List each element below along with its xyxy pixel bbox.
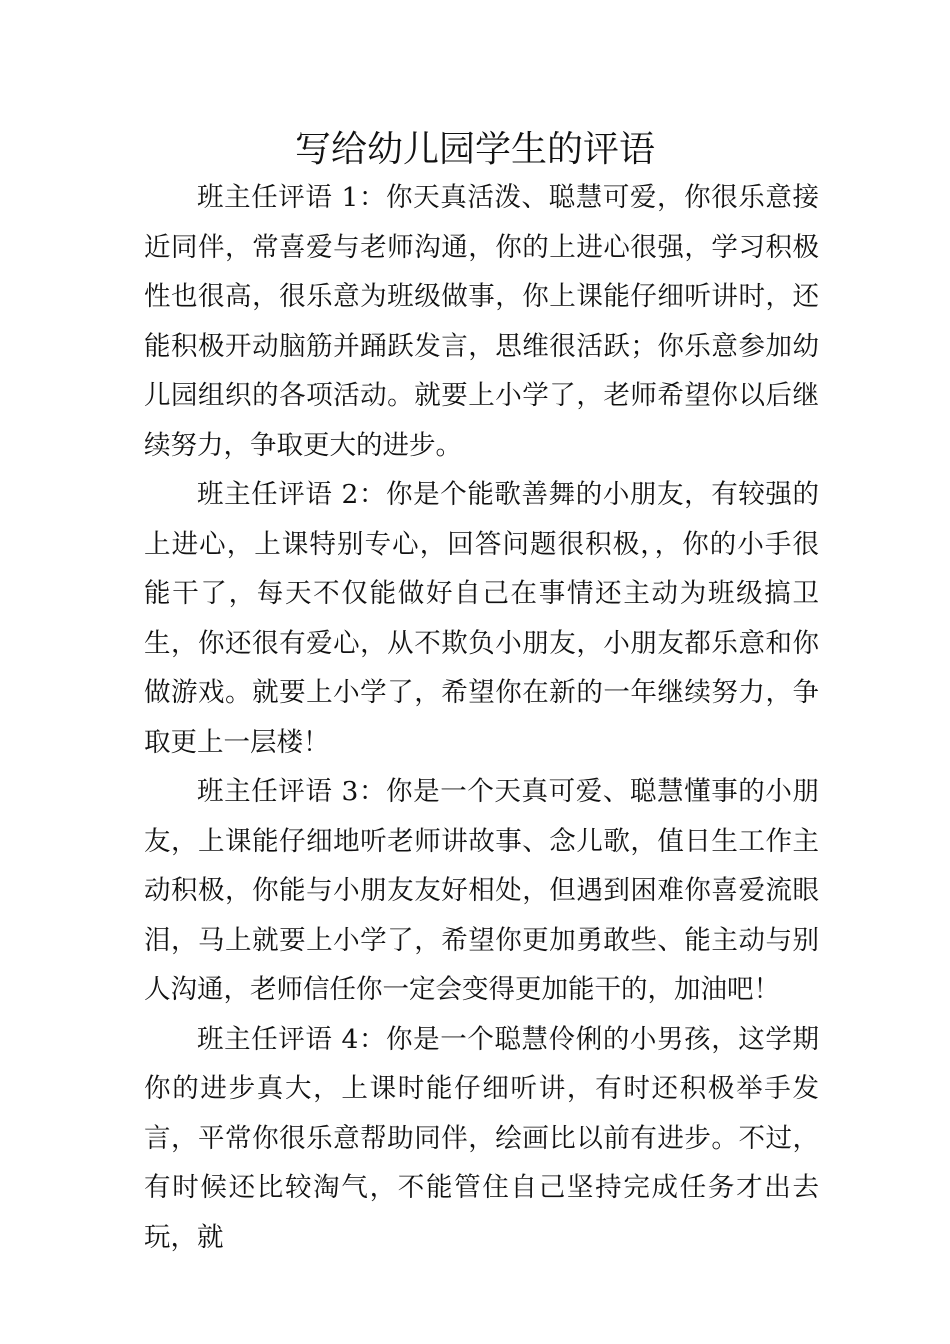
paragraph-comment-2: 班主任评语 2：你是个能歌善舞的小朋友，有较强的上进心，上课特别专心，回答问题很积极，，你的小手很能干了，每天不仅能做好自己在事情还主动为班级搞卫生，你还很有爱心，从不欺负小朋友，小朋友都乐意和你做游戏。就要上小学了，希望你在新的一年继续努力，争取更上一层楼！ (144, 479, 819, 758)
paragraph-comment-4: 班主任评语 4：你是一个聪慧伶俐的小男孩，这学期你的进步真大，上课时能仔细听讲，有时还积极举手发言，平常你很乐意帮助同伴，绘画比以前有进步。不过，有时候还比较淘气，不能管住自己坚持完成任务才出去玩，就 (144, 1023, 819, 1253)
document-body (144, 173, 819, 1262)
document-title: 写给幼儿园学生的评语 (294, 129, 655, 170)
paragraph-comment-3: 班主任评语 3：你是一个天真可爱、聪慧懂事的小朋友，上课能仔细地听老师讲故事、念儿歌，值日生工作主动积极，你能与小朋友友好相处，但遇到困难你喜爱流眼泪，马上就要上小学了，希望你更加勇敢些、能主动与别人沟通，老师信任你一定会变得更加能干的，加油吧！ (144, 776, 819, 1005)
paragraph-comment-1: 班主任评语 1：你天真活泼、聪慧可爱，你很乐意接近同伴，常喜爱与老师沟通，你的上进心很强，学习积极性也很高，很乐意为班级做事，你上课能仔细听讲时，还能积极开动脑筋并踊跃发言，思维很活跃；你乐意参加幼儿园组织的各项活动。就要上小学了，老师希望你以后继续努力，争取更大的进步。 (144, 182, 819, 461)
